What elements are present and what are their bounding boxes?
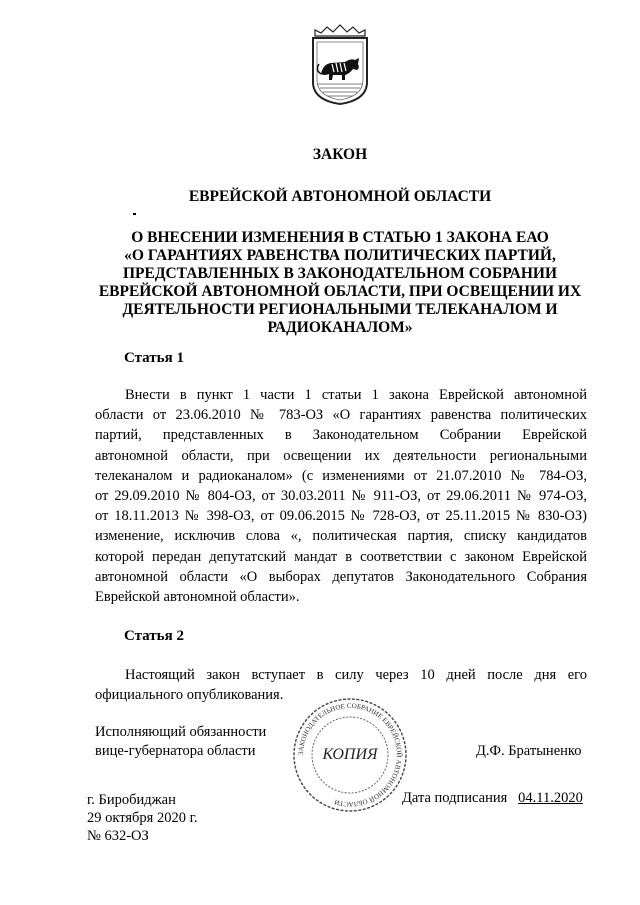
- signing-date-block: [402, 790, 583, 807]
- article-1-line: автономной области, при освещении их деятельности региональными: [95, 447, 587, 464]
- law-title-line: ПРЕДСТАВЛЕННЫХ В ЗАКОНОДАТЕЛЬНОМ СОБРАНИИ: [122, 265, 558, 282]
- article-1-line: изменение, исключив слова «, политическая партия, списку кандидатов: [95, 528, 587, 545]
- copy-stamp: [290, 695, 410, 815]
- article-1-line: Внести в пункт 1 части 1 статьи 1 закона Еврейской автономной: [125, 387, 587, 403]
- article-1-line: от 18.11.2013 № 398-ОЗ, от 09.06.2015 № 728-ОЗ, от 25.11.2015 № 830-ОЗ): [95, 508, 587, 525]
- coat-of-arms-emblem: [305, 22, 375, 107]
- signatory-name: Д.Ф. Братыненко: [476, 743, 582, 759]
- stamp-copy-text: КОПИЯ: [322, 746, 378, 763]
- margin-mark: [133, 213, 136, 215]
- law-title-line: О ВНЕСЕНИИ ИЗМЕНЕНИЯ В СТАТЬЮ 1 ЗАКОНА ЕАО: [131, 229, 549, 246]
- article-1-line: которой передан депутатский мандат в соответствии с законом Еврейской: [95, 548, 587, 565]
- article-2-heading: Статья 2: [124, 628, 184, 644]
- city: г. Биробиджан: [87, 792, 176, 808]
- law-title-line: «О ГАРАНТИЯХ РАВЕНСТВА ПОЛИТИЧЕСКИХ ПАРТИЙ,: [124, 247, 556, 264]
- law-title-line: ДЕЯТЕЛЬНОСТИ РЕГИОНАЛЬНЫМИ ТЕЛЕКАНАЛОМ И: [122, 301, 558, 318]
- stamp-ring-text: ЗАКОНОДАТЕЛЬНОЕ СОБРАНИЕ ЕВРЕЙСКОЙ АВТОНОМНОЙ ОБЛАСТИ: [296, 701, 404, 809]
- article-1-line: области от 23.06.2010 № 783-ОЗ «О гарантиях равенства политических: [95, 407, 587, 424]
- article-1-heading: Статья 1: [124, 350, 184, 366]
- article-1-line: от 29.09.2010 № 804-ОЗ, от 30.03.2011 № 911-ОЗ, от 29.06.2011 № 974-ОЗ,: [95, 487, 587, 504]
- article-1-body: [95, 385, 587, 607]
- adoption-date: 29 октября 2020 г.: [87, 810, 198, 826]
- tiger-figure: [317, 58, 359, 80]
- signatory-position: Исполняющий обязанности: [95, 724, 267, 740]
- law-number: № 632-ОЗ: [87, 828, 149, 844]
- article-1-line: Еврейской автономной области».: [95, 588, 300, 605]
- article-2-line: официального опубликования.: [95, 687, 284, 704]
- law-title-line: ЕВРЕЙСКОЙ АВТОНОМНОЙ ОБЛАСТИ, ПРИ ОСВЕЩЕНИИ ИХ: [98, 283, 582, 300]
- article-1-line: телеканалом и радиоканалом» (с изменениями от 21.07.2010 № 784-ОЗ,: [95, 467, 587, 484]
- article-1-line: автономной области «О выборах депутатов Законодательного Собрания: [95, 568, 587, 585]
- signing-date-label: Дата подписания: [402, 790, 508, 806]
- law-title-line: РАДИОКАНАЛОМ»: [267, 319, 413, 336]
- signatory-position: вице-губернатора области: [95, 743, 256, 759]
- region-title: ЕВРЕЙСКОЙ АВТОНОМНОЙ ОБЛАСТИ: [188, 188, 492, 205]
- document-type: ЗАКОН: [312, 146, 368, 163]
- article-1-line: партий, представленных в Законодательном Собрании Еврейской: [95, 427, 587, 444]
- signing-date-value: 04.11.2020: [518, 790, 583, 806]
- article-2-line: Настоящий закон вступает в силу через 10 дней после дня его: [125, 667, 587, 683]
